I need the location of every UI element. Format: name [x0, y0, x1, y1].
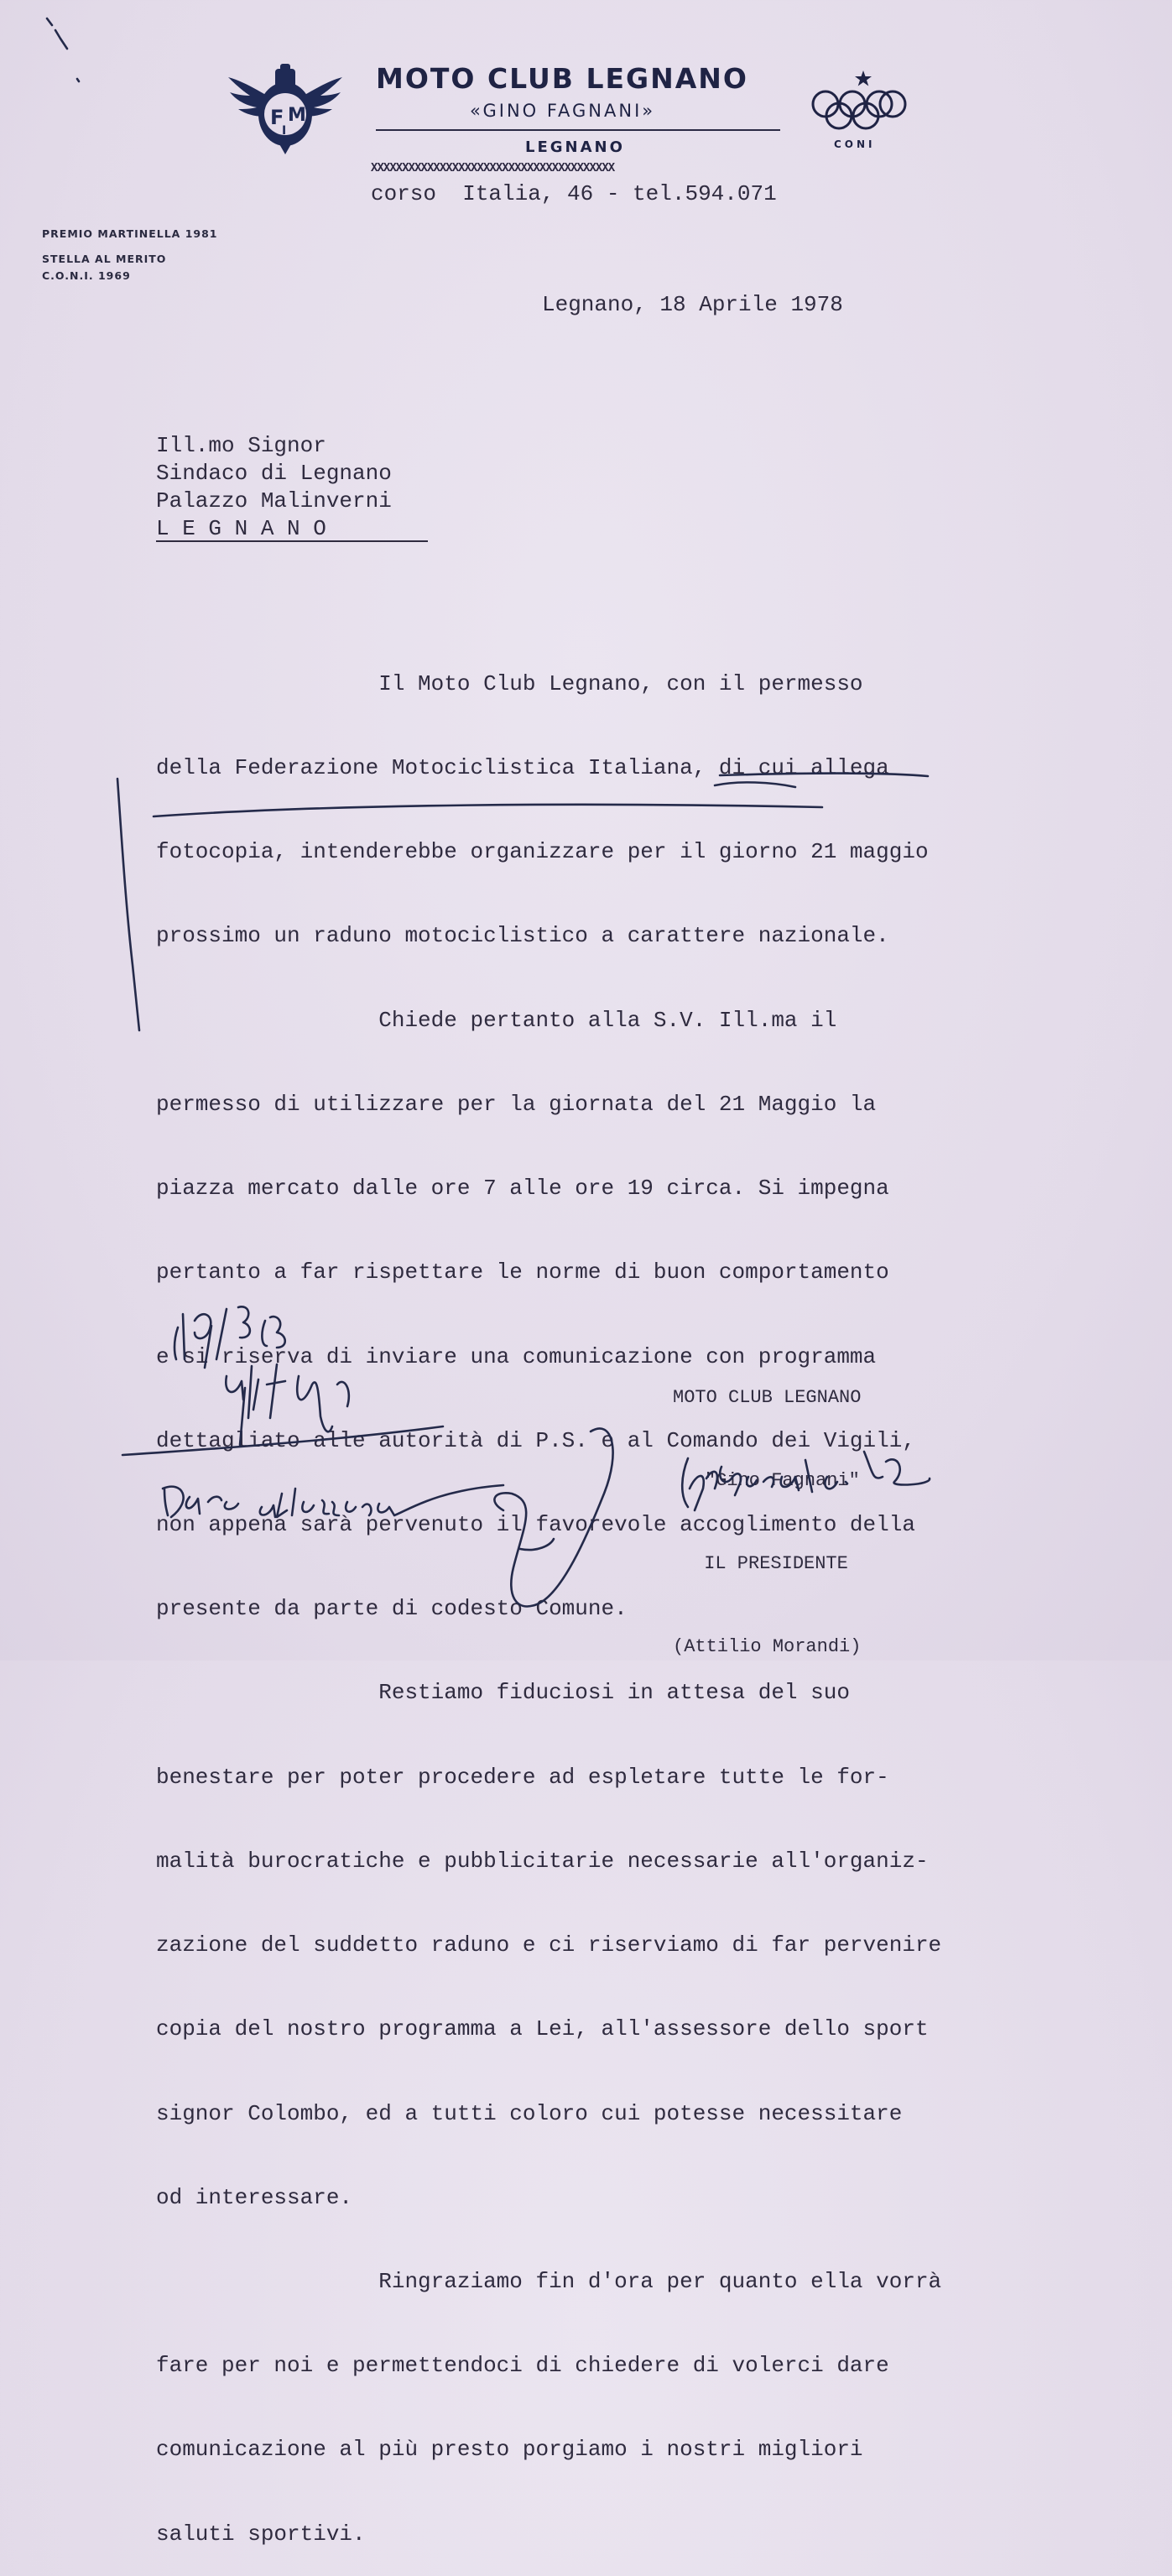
circa-mark: [715, 782, 795, 787]
body-line: prossimo un raduno motociclistico a carattere nazionale.: [156, 923, 889, 949]
club-name: MOTO CLUB LEGNANO: [376, 62, 748, 95]
signature-club: MOTO CLUB LEGNANO: [673, 1387, 862, 1408]
body-line: comunicazione al più presto porgiamo i nostri migliori: [156, 2437, 863, 2463]
date-note-scribble: [174, 1306, 285, 1368]
body-line: Il Moto Club Legnano, con il permesso: [156, 670, 863, 696]
body-line: fare per noi e permettendoci di chiedere di volerci dare: [156, 2353, 889, 2379]
signature-name: (Attilio Morandi): [673, 1636, 862, 1657]
body-line: signor Colombo, ed a tutti coloro cui potesse necessitare: [156, 2100, 903, 2126]
letter-date: Legnano, 18 Aprile 1978: [542, 292, 843, 317]
body-line: Restiamo fiduciosi in attesa del suo: [156, 1680, 850, 1706]
body-line: presente da parte di codesto Comune.: [156, 1596, 628, 1622]
letterhead-address: corso Italia, 46 - tel.594.071: [371, 181, 777, 206]
body-line: saluti sportivi.: [156, 2521, 366, 2547]
body-line: della Federazione Motociclistica Italiana, di cui allega: [156, 755, 889, 781]
recipient-line: Sindaco di Legnano: [156, 461, 392, 486]
underline-piazza: [154, 805, 822, 816]
body-line: e si riserva di inviare una comunicazione con programma: [156, 1343, 877, 1369]
body-line: permesso di utilizzare per la giornata del 21 Maggio la: [156, 1091, 877, 1117]
body-line: Chiede pertanto alla S.V. Ill.ma il: [156, 1007, 837, 1033]
authorization-note-scribble: [163, 1485, 503, 1517]
svg-text:I: I: [282, 124, 287, 138]
recipient-line: Palazzo Malinverni: [156, 488, 392, 514]
body-line: od interessare.: [156, 2184, 353, 2210]
body-line: pertanto a far rispettare le norme di buon comportamento: [156, 1259, 889, 1285]
recipient-line: Ill.mo Signor: [156, 433, 326, 458]
body-line: copia del nostro programma a Lei, all'assessore dello sport: [156, 2016, 929, 2042]
signature-stroke: [682, 1458, 688, 1507]
body-line: malità burocratiche e pubblicitarie necessarie all'organiz-: [156, 1848, 929, 1874]
struck-old-address: XXXXXXXXXXXXXXXXXXXXXXXXXXXXXXXXXXXXXXX: [371, 161, 615, 175]
large-loop-mark: [494, 1428, 612, 1606]
body-line: piazza mercato dalle ore 7 alle ore 19 circa. Si impegna: [156, 1176, 889, 1202]
svg-text:F: F: [270, 106, 284, 129]
svg-text:M: M: [288, 105, 306, 126]
award-line: STELLA AL MERITO: [42, 253, 167, 265]
body-line: non appena sarà pervenuto il favorevole accoglimento della: [156, 1512, 915, 1537]
body-line: Ringraziamo fin d'ora per quanto ella vorrà: [156, 2268, 942, 2294]
club-subtitle: «GINO FAGNANI»: [470, 101, 656, 121]
signature-title: IL PRESIDENTE: [693, 1553, 848, 1574]
award-line: C.O.N.I. 1969: [42, 269, 131, 282]
body-line: dettagliato alle autorità di P.S. e al Comando dei Vigili,: [156, 1427, 915, 1453]
signature-subtitle: "Gino Fagnani": [705, 1470, 860, 1491]
body-line: zazione del suddetto raduno e ci riserviamo di far pervenire: [156, 1932, 942, 1958]
letterhead-city: LEGNANO: [525, 138, 625, 156]
stray-pen-mark: [47, 18, 79, 81]
body-line: fotocopia, intenderebbe organizzare per il giorno 21 maggio: [156, 839, 929, 865]
underline-date: [720, 774, 928, 777]
recipient-city: L E G N A N O: [156, 516, 326, 541]
coni-label: CONI: [834, 138, 876, 150]
award-line: PREMIO MARTINELLA 1981: [42, 227, 218, 240]
president-signature-scribble: [690, 1452, 930, 1510]
body-line: benestare per poter procedere ad espletare tutte le for-: [156, 1764, 889, 1790]
margin-line: [117, 779, 139, 1030]
annotation-rule: [122, 1426, 443, 1455]
